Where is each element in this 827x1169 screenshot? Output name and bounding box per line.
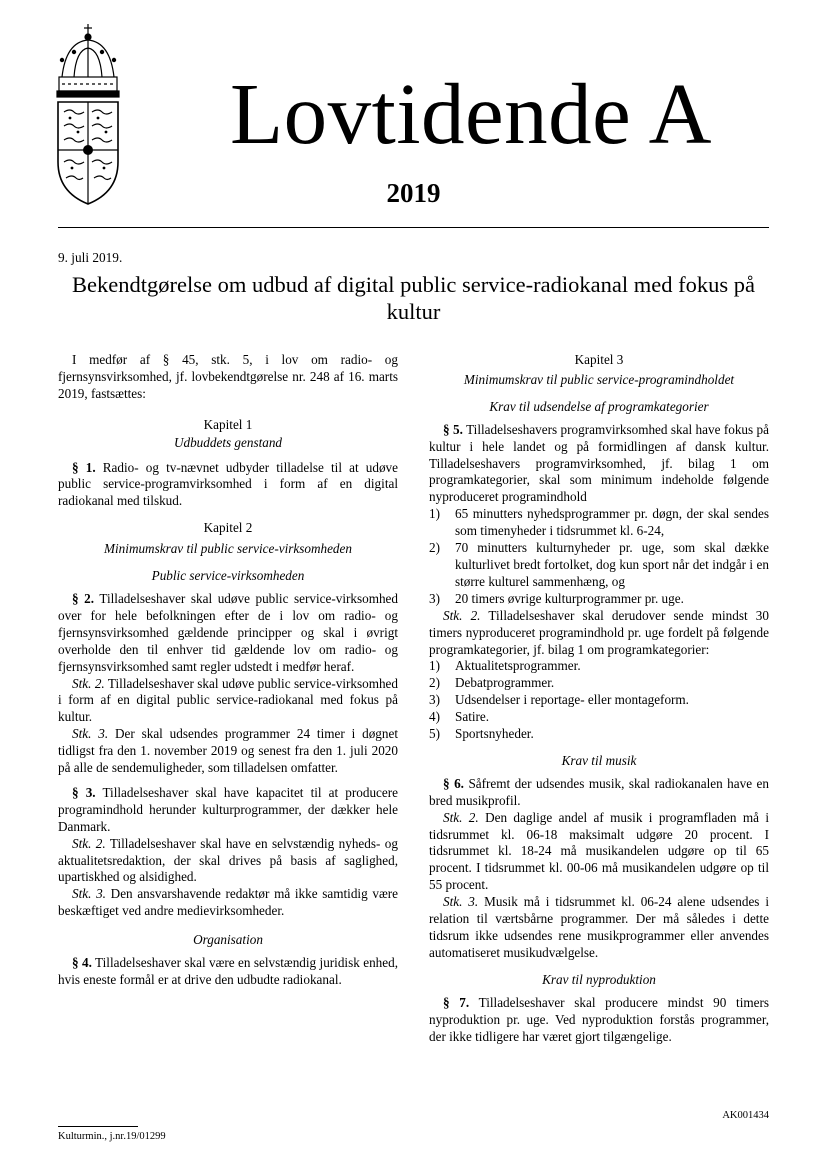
stk-label: Stk. 2. [72,835,106,851]
section-organisation: Organisation [193,932,263,948]
stk-label: Stk. 2. [72,675,105,691]
paragraph-2 [58,591,398,676]
section-programkategorier: Krav til udsendelse af programkategorier [489,398,709,414]
chapter-3-label: Kapitel 3 [574,352,624,367]
list-number: 1) [429,506,440,522]
paragraph-6-text: Såfremt der udsendes musik, skal radiokanalen have en bred musikprofil. [429,775,769,808]
stk-label: Stk. 3. [443,894,479,910]
paragraph-7 [429,995,769,1046]
list-text: 65 minutters nyhedsprogrammer pr. døgn, der skal sendes som timenyheder i tidsrummet kl. 6-24, [455,506,769,539]
paragraph-6-stk-2 [429,810,769,895]
list-text: Aktualitetsprogrammer. [455,658,581,674]
list-text: Debatprogrammer. [455,675,555,691]
left-column [58,352,398,989]
list-item [429,692,769,709]
paragraph-4-text: Tilladelseshaver skal være en selvstændig juridisk enhed, hvis eneste formål er at drive den udbudte radiokanal. [58,955,398,987]
stk-label: Stk. 3. [72,886,106,902]
paragraph-5-stk-2-list [429,658,769,743]
document-code: AK001434 [722,1110,769,1121]
stk-text: Musik må i tidsrummet kl. 06-24 alene udsendes i relation til værtsbårne programmer. Der må således i dette tidsrum ikke udsendes rene musikprogrammer eller anvendes automatiseret musikudvælgelse. [429,894,769,960]
paragraph-2-number: § 2. [72,590,95,606]
list-number: 2) [429,540,440,556]
paragraph-3-number: § 3. [72,784,96,800]
stk-text: Tilladelseshaver skal derudover sende mindst 30 timers nyproduceret programindhold pr. uge fordelt på følgende programkategorier, jf. bilag 1 om programkategorier: [429,607,769,657]
paragraph-7-text: Tilladelseshaver skal producere mindst 90 timers nyproduktion pr. uge. Ved nyproduktion forstås programmer, der ikke tidligere har været gjort tilgængelige. [429,994,770,1044]
paragraph-3 [58,785,398,836]
document-title: Bekendtgørelse om udbud af digital public service-radiokanal med fokus på kultur [72,272,755,324]
list-number: 1) [429,658,440,674]
list-number: 3) [429,692,440,708]
stk-label: Stk. 3. [72,726,109,742]
list-number: 3) [429,590,440,606]
paragraph-4-number: § 4. [72,955,92,971]
list-item [429,709,769,726]
section-nyproduktion: Krav til nyproduktion [542,971,656,987]
paragraph-5-list [429,506,769,607]
chapter-2-label: Kapitel 2 [203,520,253,536]
paragraph-1 [58,460,398,511]
stk-text: Tilladelseshaver skal have en selvstændig nyheds- og aktualitetsredaktion, der skal drives på basis af saglighed, upartiskhed og alsidighed. [58,835,398,885]
stk-text: Den ansvarshavende redaktør må ikke samtidig være beskæftiget ved andre medievirksomheder. [58,886,399,919]
list-item [429,591,769,608]
list-item [429,726,769,743]
section-public-service: Public service-virksomheden [151,568,305,584]
header-divider [58,227,769,228]
section-musik: Krav til musik [561,752,637,768]
list-number: 5) [429,726,440,742]
chapter-1-subtitle: Udbuddets genstand [173,434,283,450]
issue-year: 2019 [386,178,441,208]
chapter-2-subtitle: Minimumskrav til public service-virksomheden [104,541,352,557]
list-text: 20 timers øvrige kulturprogrammer pr. uge. [455,590,684,606]
stk-label: Stk. 2. [443,809,479,825]
stk-label: Stk. 2. [443,607,481,623]
paragraph-2-stk-2 [58,676,398,727]
stk-text: Den daglige andel af musik i programfladen må i tidsrummet kl. 06-18 maksimalt udgøre 20 procent. I tidsrummet kl. 18-24 må musikandelen udgøre op til 65 procent. I tidsrummet kl. 00-06 må musikandelen udgøre op til 55 procent. [429,809,769,893]
paragraph-1-text: Radio- og tv-nævnet udbyder tilladelse til at udøve public service-programvirksomhed i form af en digital radiokanal med tilskud. [58,459,398,509]
list-number: 4) [429,709,440,725]
stk-text: Tilladelseshaver skal udøve public service-virksomhed i form af en digital public service-radiokanal med fokus på kultur. [58,675,398,725]
list-number: 2) [429,675,440,691]
list-text: Sportsnyheder. [455,726,534,742]
list-item [429,506,769,540]
paragraph-6-number: § 6. [443,775,464,791]
footnote-divider [58,1126,138,1127]
right-column [429,352,769,1045]
paragraph-3-stk-2 [58,836,398,887]
preamble: I medfør af § 45, stk. 5, i lov om radio- og fjernsynsvirksomhed, jf. lovbekendtgørelse nr. 248 af 16. marts 2019, fastsættes: [58,352,398,401]
masthead-title: Lovtidende A [230,65,712,162]
paragraph-2-stk-3 [58,726,398,777]
paragraph-5 [429,422,769,507]
list-text: Udsendelser i reportage- eller montageform. [455,692,689,708]
list-text: 70 minutters kulturnyheder pr. uge, som skal dække kulturlivet bredt fortolket, dog kun sport når det indgår i en større kulturel sammenhæng, og [455,540,769,589]
stk-text: Der skal udsendes programmer 24 timer i døgnet tidligst fra den 1. november 2019 og senest fra den 1. juli 2020 på alle de sendemuligheder, som tilladelsen omfatter. [58,726,398,776]
paragraph-2-text: Tilladelseshaver skal udøve public service-virksomhed over for hele befolkningen efter de i lov om radio- og fjernsynsvirksomhed gældende principper og skal i øvrigt overholde den til enhver tid gældende lov om radio- og fjernsynsvirksomhed samt regler udstedt i medfør heraf. [58,590,398,674]
paragraph-4 [58,955,398,989]
list-text: Satire. [455,709,490,725]
paragraph-5-number: § 5. [443,421,463,437]
publication-date: 9. juli 2019. [58,250,123,265]
paragraph-3-stk-3 [58,886,398,920]
chapter-1-label: Kapitel 1 [203,416,253,432]
paragraph-5-text: Tilladelseshavers programvirksomhed skal have fokus på kultur i hele landet og på formidlingen af dansk kultur. Tilladelseshavers programvirksomhed, jf. bilag 1 om programkategorier, skal som minimum indeholde følgende nyproduceret programindhold [429,421,769,505]
paragraph-5-stk-2 [429,608,769,659]
paragraph-1-number: § 1. [72,459,96,475]
paragraph-7-number: § 7. [443,994,470,1010]
paragraph-6 [429,776,769,810]
list-item [429,675,769,692]
chapter-3-subtitle: Minimumskrav til public service-programindholdet [463,371,735,387]
paragraph-6-stk-3 [429,894,769,962]
footnote-journal-number: Kulturmin., j.nr.19/01299 [58,1131,166,1142]
paragraph-3-text: Tilladelseshaver skal have kapacitet til at producere programindhold herunder kulturprogrammer, der dækker hele Danmark. [58,784,399,834]
list-item [429,540,769,591]
list-item [429,658,769,675]
